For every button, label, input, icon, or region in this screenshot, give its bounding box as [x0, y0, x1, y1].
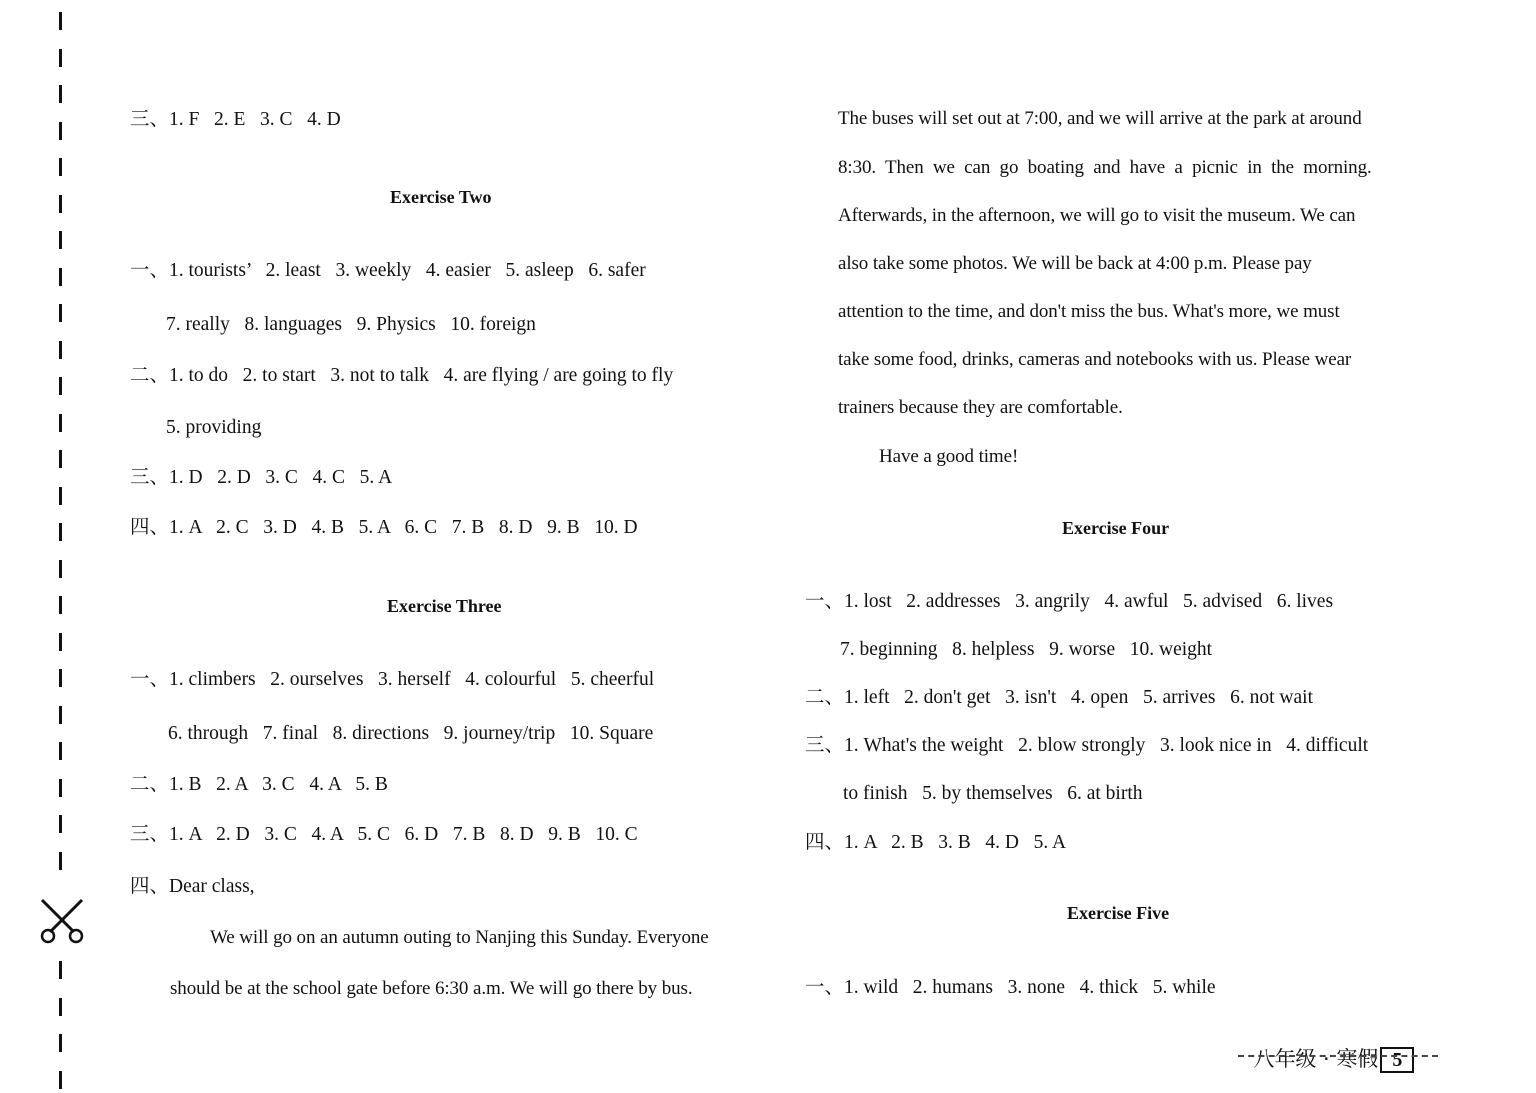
letter-line: 8:30. Then we can go boating and have a picnic in the morning. — [838, 157, 1372, 178]
ex4-part3-line1: 三、1. What's the weight 2. blow strongly 3. look nice in 4. difficult — [805, 735, 1369, 756]
letter-line: take some food, drinks, cameras and notebooks with us. Please wear — [838, 349, 1352, 370]
ex3-part3: 三、1. A 2. D 3. C 4. A 5. C 6. D 7. B 8. D 9. B 10. C — [130, 824, 638, 845]
exercise-five-title: Exercise Five — [1067, 903, 1170, 923]
cut-line-dash — [59, 122, 62, 140]
cut-line-dash — [59, 231, 62, 249]
ex4-part1-line2: 7. beginning 8. helpless 9. worse 10. weight — [840, 639, 1213, 660]
cut-line-dash — [59, 815, 62, 833]
cut-line-dash — [59, 742, 62, 760]
cut-line-dash — [59, 706, 62, 724]
ex2-part1-line2: 7. really 8. languages 9. Physics 10. foreign — [166, 314, 536, 335]
grade-label: 八年级 · 寒假 — [1253, 1047, 1379, 1071]
ex3-part4-greeting: 四、Dear class, — [130, 876, 255, 897]
ex2-part3: 三、1. D 2. D 3. C 4. C 5. A — [130, 467, 393, 488]
ex3-part2: 二、1. B 2. A 3. C 4. A 5. B — [130, 774, 388, 795]
cut-line-dash — [59, 961, 62, 979]
cut-line-dash — [59, 779, 62, 797]
cut-line-dash — [59, 12, 62, 30]
cut-line-dash — [59, 998, 62, 1016]
exercise-four-title: Exercise Four — [1062, 518, 1170, 538]
ex4-part4: 四、1. A 2. B 3. B 4. D 5. A — [805, 832, 1067, 853]
letter-line: We will go on an autumn outing to Nanjing this Sunday. Everyone — [210, 927, 709, 948]
ex2-part4: 四、1. A 2. C 3. D 4. B 5. A 6. C 7. B 8. D 9. B 10. D — [130, 517, 638, 538]
exercise-three-title: Exercise Three — [387, 596, 502, 616]
cut-line-dash — [59, 1071, 62, 1089]
letter-closing: Have a good time! — [879, 446, 1019, 467]
cut-line-dash — [59, 633, 62, 651]
cut-line-dash — [59, 304, 62, 322]
cut-line-dash — [59, 669, 62, 687]
page-footer — [1240, 1026, 1414, 1073]
cut-line-dash — [59, 852, 62, 870]
ex2-part2-line2: 5. providing — [166, 417, 262, 438]
footer-divider — [1238, 1055, 1438, 1057]
ex4-part1-line1: 一、1. lost 2. addresses 3. angrily 4. awful 5. advised 6. lives — [805, 591, 1334, 612]
page-number: 5 — [1380, 1047, 1414, 1073]
cut-line-dash — [59, 85, 62, 103]
cut-line-dash — [59, 268, 62, 286]
letter-line: trainers because they are comfortable. — [838, 397, 1123, 418]
letter-line: should be at the school gate before 6:30 a.m. We will go there by bus. — [170, 978, 693, 999]
cut-line-dash — [59, 49, 62, 67]
letter-line: also take some photos. We will be back at 4:00 p.m. Please pay — [838, 253, 1312, 274]
ex4-part2: 二、1. left 2. don't get 3. isn't 4. open 5. arrives 6. not wait — [805, 687, 1313, 708]
letter-line: attention to the time, and don't miss the bus. What's more, we must — [838, 301, 1340, 322]
cut-line-dash — [59, 596, 62, 614]
letter-line: Afterwards, in the afternoon, we will go to visit the museum. We can — [838, 205, 1356, 226]
letter-line: The buses will set out at 7:00, and we will arrive at the park at around — [838, 108, 1362, 129]
cut-line-dash — [59, 523, 62, 541]
cut-line-dash — [59, 377, 62, 395]
cut-line-dash — [59, 341, 62, 359]
cut-line-dash — [59, 450, 62, 468]
ex2-part1-line1: 一、1. tourists’ 2. least 3. weekly 4. easier 5. asleep 6. safer — [130, 260, 646, 281]
cut-line-dash — [59, 158, 62, 176]
prev-section-three-answers: 三、1. F 2. E 3. C 4. D — [130, 109, 341, 130]
ex3-part1-line1: 一、1. climbers 2. ourselves 3. herself 4. colourful 5. cheerful — [130, 669, 655, 690]
cut-line-dash — [59, 414, 62, 432]
cut-line-dash — [59, 1034, 62, 1052]
ex4-part3-line2: to finish 5. by themselves 6. at birth — [843, 783, 1143, 804]
cut-line-dash — [59, 560, 62, 578]
ex3-part1-line2: 6. through 7. final 8. directions 9. journey/trip 10. Square — [168, 723, 654, 744]
exercise-two-title: Exercise Two — [390, 187, 492, 207]
cut-line-dash — [59, 195, 62, 213]
ex5-part1: 一、1. wild 2. humans 3. none 4. thick 5. while — [805, 977, 1216, 998]
scissors-icon — [38, 898, 86, 944]
cut-line-dash — [59, 487, 62, 505]
ex2-part2-line1: 二、1. to do 2. to start 3. not to talk 4. are flying / are going to fly — [130, 365, 674, 386]
